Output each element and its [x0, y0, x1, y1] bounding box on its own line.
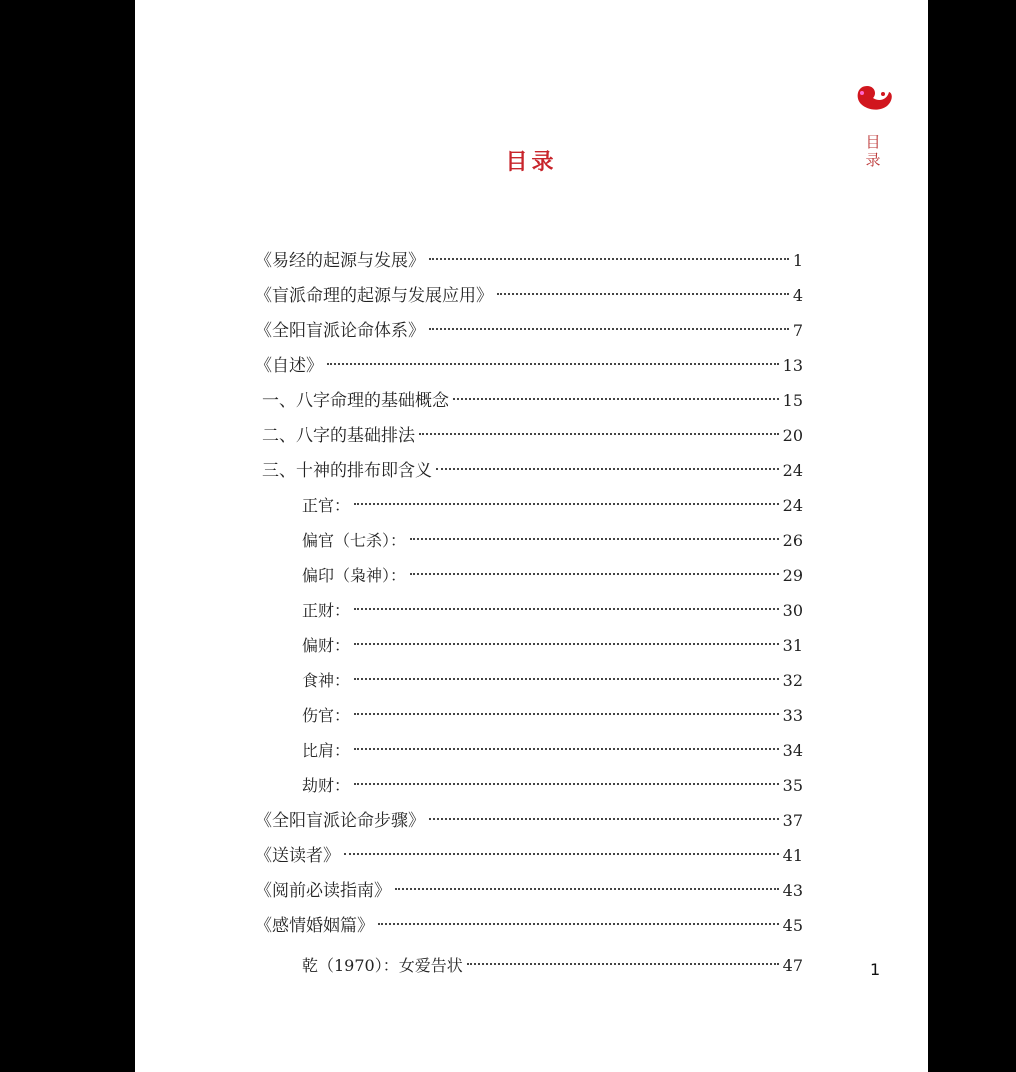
toc-entry-label: 伤官： [302, 706, 351, 725]
toc-entry-page: 31 [782, 636, 803, 655]
toc-entry-label: 劫财： [302, 776, 351, 795]
toc-entry[interactable] [255, 908, 803, 943]
dot-leader [429, 328, 789, 330]
toc-entry-label: 乾（1970）：女爱告状 [302, 956, 463, 975]
toc-entry[interactable] [255, 278, 803, 313]
toc-entry[interactable] [255, 873, 803, 908]
toc-entry-label: 偏印（枭神）： [302, 566, 407, 585]
toc-entry[interactable] [255, 418, 803, 453]
toc-entry[interactable] [255, 838, 803, 873]
dot-leader [467, 963, 779, 965]
toc-entry[interactable] [255, 348, 803, 383]
toc-entry[interactable] [255, 383, 803, 418]
toc-entry[interactable] [255, 768, 803, 803]
toc-entry[interactable] [255, 523, 803, 558]
toc-entry[interactable] [255, 948, 803, 983]
document-page [135, 0, 928, 1072]
page-title: 目录 [505, 150, 558, 175]
toc-entry-label: 偏官（七杀）： [302, 531, 407, 550]
toc-entry-label: 二、八字的基础排法 [262, 426, 415, 446]
toc-entry[interactable] [255, 803, 803, 838]
dot-leader [354, 643, 779, 645]
dot-leader [378, 923, 779, 925]
toc-entry-page: 7 [792, 321, 803, 340]
toc-entry[interactable] [255, 593, 803, 628]
page-number: 1 [870, 960, 881, 979]
dot-leader [354, 713, 779, 715]
dot-leader [354, 503, 779, 505]
toc-entry-page: 13 [782, 356, 803, 375]
toc-entry-page: 24 [782, 461, 803, 480]
toc-entry-page: 26 [782, 531, 803, 550]
toc-entry-label: 比肩： [302, 741, 351, 760]
dot-leader [436, 468, 779, 470]
dot-leader [453, 398, 779, 400]
toc-entry[interactable] [255, 313, 803, 348]
toc-entry-page: 29 [782, 566, 803, 585]
toc-entry[interactable] [255, 453, 803, 488]
toc-entry-page: 41 [782, 846, 803, 865]
toc-entry[interactable] [255, 628, 803, 663]
dot-leader [354, 783, 779, 785]
toc-entry-page: 43 [782, 881, 803, 900]
toc-entry[interactable] [255, 733, 803, 768]
toc-entry-label: 三、十神的排布即含义 [262, 461, 432, 481]
dot-leader [354, 608, 779, 610]
dot-leader [354, 748, 779, 750]
toc-entry-label: 《阅前必读指南》 [255, 881, 391, 901]
toc-entry-page: 34 [782, 741, 803, 760]
dot-leader [410, 538, 779, 540]
toc-entry-label: 《全阳盲派论命体系》 [255, 321, 425, 341]
toc-entry-page: 33 [782, 706, 803, 725]
dot-leader [429, 818, 779, 820]
toc-entry[interactable] [255, 698, 803, 733]
dot-leader [354, 678, 779, 680]
toc-entry-label: 偏财： [302, 636, 351, 655]
side-section-label: 目录 [865, 133, 881, 169]
dot-leader [395, 888, 779, 890]
dot-leader [327, 363, 779, 365]
toc-entry-page: 45 [782, 916, 803, 935]
toc-entry-page: 15 [782, 391, 803, 410]
dot-leader [344, 853, 779, 855]
toc-entry-label: 《易经的起源与发展》 [255, 251, 425, 271]
toc-entry-label: 《自述》 [255, 356, 323, 376]
toc-entry-page: 32 [782, 671, 803, 690]
toc-entry-page: 24 [782, 496, 803, 515]
toc-entry[interactable] [255, 558, 803, 593]
toc-entry-label: 正财： [302, 601, 351, 620]
dot-leader [419, 433, 779, 435]
toc-entry-label: 食神： [302, 671, 351, 690]
toc-entry[interactable] [255, 663, 803, 698]
toc-entry-page: 30 [782, 601, 803, 620]
toc-entry[interactable] [255, 243, 803, 278]
toc-entry-page: 35 [782, 776, 803, 795]
toc-entry-page: 4 [792, 286, 803, 305]
yin-yang-logo-icon [853, 82, 895, 114]
table-of-contents [255, 243, 803, 983]
toc-entry-label: 《全阳盲派论命步骤》 [255, 811, 425, 831]
toc-entry-label: 一、八字命理的基础概念 [262, 391, 449, 411]
toc-entry-label: 《盲派命理的起源与发展应用》 [255, 286, 493, 306]
toc-entry-page: 1 [792, 251, 803, 270]
toc-entry-page: 20 [782, 426, 803, 445]
toc-entry-page: 37 [782, 811, 803, 830]
toc-entry-label: 《感情婚姻篇》 [255, 916, 374, 936]
dot-leader [410, 573, 779, 575]
toc-entry[interactable] [255, 488, 803, 523]
toc-entry-label: 正官： [302, 496, 351, 515]
dot-leader [497, 293, 789, 295]
dot-leader [429, 258, 789, 260]
toc-entry-page: 47 [782, 956, 803, 975]
toc-entry-label: 《送读者》 [255, 846, 340, 866]
